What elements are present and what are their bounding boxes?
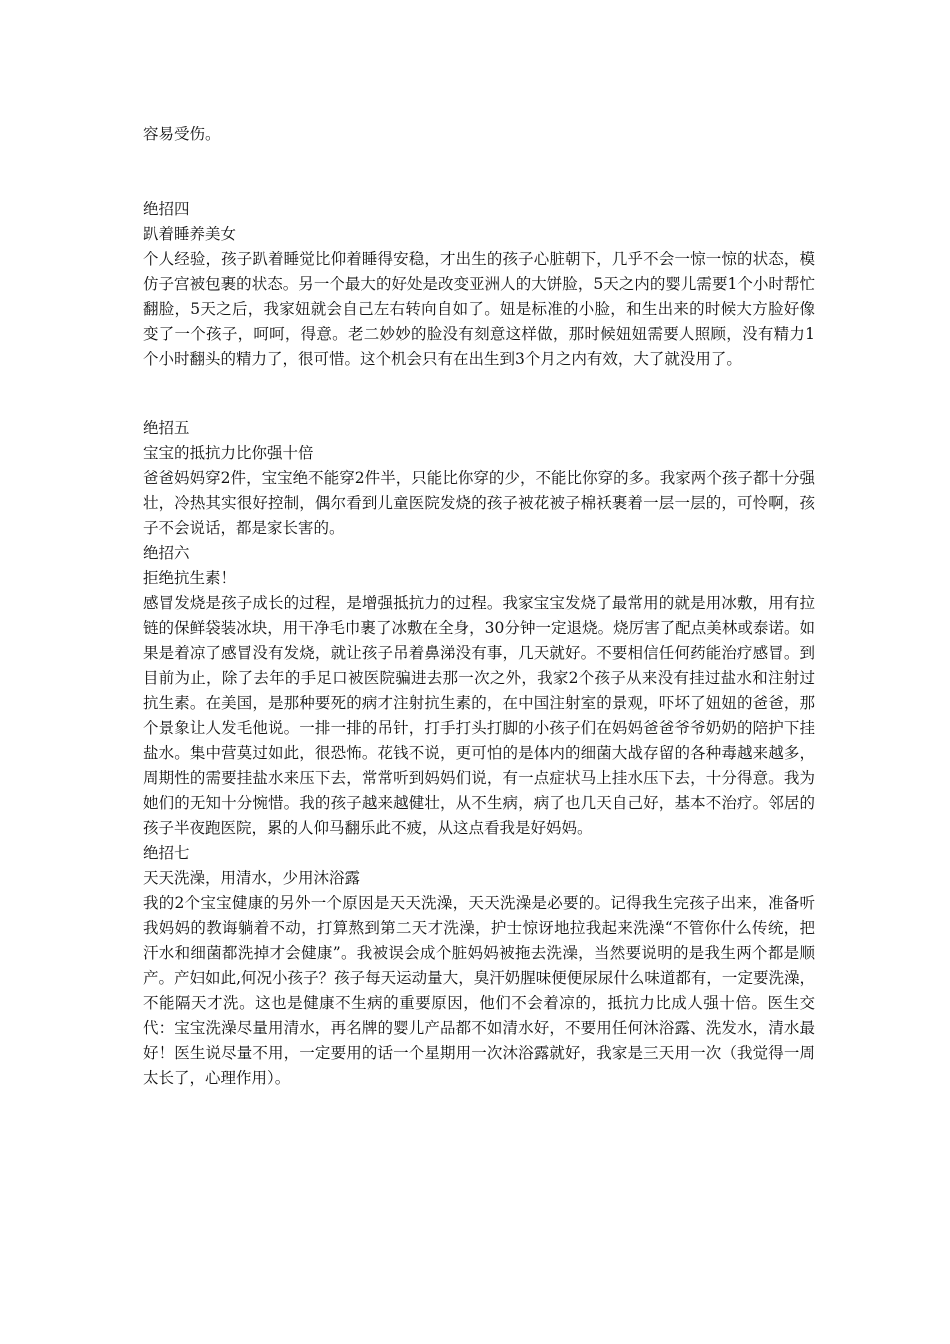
section-number: 绝招七 [143,844,190,862]
section-paragraph: 我的2个宝宝健康的另外一个原因是天天洗澡，天天洗澡是必要的。记得我生完孩子出来，准备听我妈妈的教诲躺着不动，打算熬到第二天才洗澡，护士惊讶地拉我起来洗澡“不管你什么传统，把汗水和细菌都洗掉才会健康”。我被误会成个脏妈妈被拖去洗澡，当然要说明的是我生两个都是顺产。产妇如此,何况小孩子？孩子每天运动量大，臭汗奶腥味便便尿尿什么味道都有，一定要洗澡，不能隔天才洗。这也是健康不生病的重要原因，他们不会着凉的，抵抗力比成人强十倍。医生交代：宝宝洗澡尽量用清水，再名牌的婴儿产品都不如清水好，不要用任何沐浴露、洗发水，清水最好！医生说尽量不用，一定要用的话一个星期用一次沐浴露就好，我家是三天用一次（我觉得一周太长了，心理作用）。 [143,894,815,1087]
spacer [143,147,815,197]
section-number: 绝招六 [143,544,190,562]
intro-tail: 容易受伤。 [143,125,221,143]
section-number: 绝招五 [143,419,190,437]
section-paragraph: 爸爸妈妈穿2件，宝宝绝不能穿2件半，只能比你穿的少，不能比你穿的多。我家两个孩子都十分强壮，冷热其实很好控制，偶尔看到儿童医院发烧的孩子被花被子棉袄裹着一层一层的，可怜啊，孩子不会说话，都是家长害的。 [143,469,815,537]
section-title: 拒绝抗生素！ [143,569,237,587]
spacer [143,372,815,416]
section-paragraph: 个人经验，孩子趴着睡觉比仰着睡得安稳，才出生的孩子心脏朝下，几乎不会一惊一惊的状态，模仿子宫被包裹的状态。另一个最大的好处是改变亚洲人的大饼脸，5天之内的婴儿需要1个小时帮忙翻脸，5天之后，我家妞就会自己左右转向自如了。妞是标准的小脸，和生出来的时候大方脸好像变了一个孩子，呵呵，得意。老二妙妙的脸没有刻意这样做，那时候妞妞需要人照顾，没有精力1个小时翻头的精力了，很可惜。这个机会只有在出生到3个月之内有效，大了就没用了。 [143,250,815,368]
section-paragraph: 感冒发烧是孩子成长的过程，是增强抵抗力的过程。我家宝宝发烧了最常用的就是用冰敷，用有拉链的保鲜袋装冰块，用干净毛巾裹了冰敷在全身，30分钟一定退烧。烧厉害了配点美林或泰诺。如果是着凉了感冒没有发烧，就让孩子吊着鼻涕没有事，几天就好。不要相信任何药能治疗感冒。到目前为止，除了去年的手足口被医院骗进去那一次之外，我家2个孩子从来没有挂过盐水和注射过抗生素。在美国，是那种要死的病才注射抗生素的，在中国注射室的景观，吓坏了妞妞的爸爸，那个景象让人发毛他说。一排一排的吊针，打手打头打脚的小孩子们在妈妈爸爸爷爷奶奶的陪护下挂盐水。集中营莫过如此，很恐怖。花钱不说，更可怕的是体内的细菌大战存留的各种毒越来越多，周期性的需要挂盐水来压下去，常常听到妈妈们说，有一点症状马上挂水压下去，十分得意。我为她们的无知十分惋惜。我的孩子越来越健壮，从不生病，病了也几天自己好，基本不治疗。邻居的孩子半夜跑医院，累的人仰马翻乐此不疲，从这点看我是好妈妈。 [143,594,815,837]
section-title: 宝宝的抵抗力比你强十倍 [143,444,314,462]
document-page [143,122,815,1091]
section-title: 趴着睡养美女 [143,225,237,243]
section-title: 天天洗澡，用清水，少用沐浴露 [143,869,361,887]
section-number: 绝招四 [143,200,190,218]
